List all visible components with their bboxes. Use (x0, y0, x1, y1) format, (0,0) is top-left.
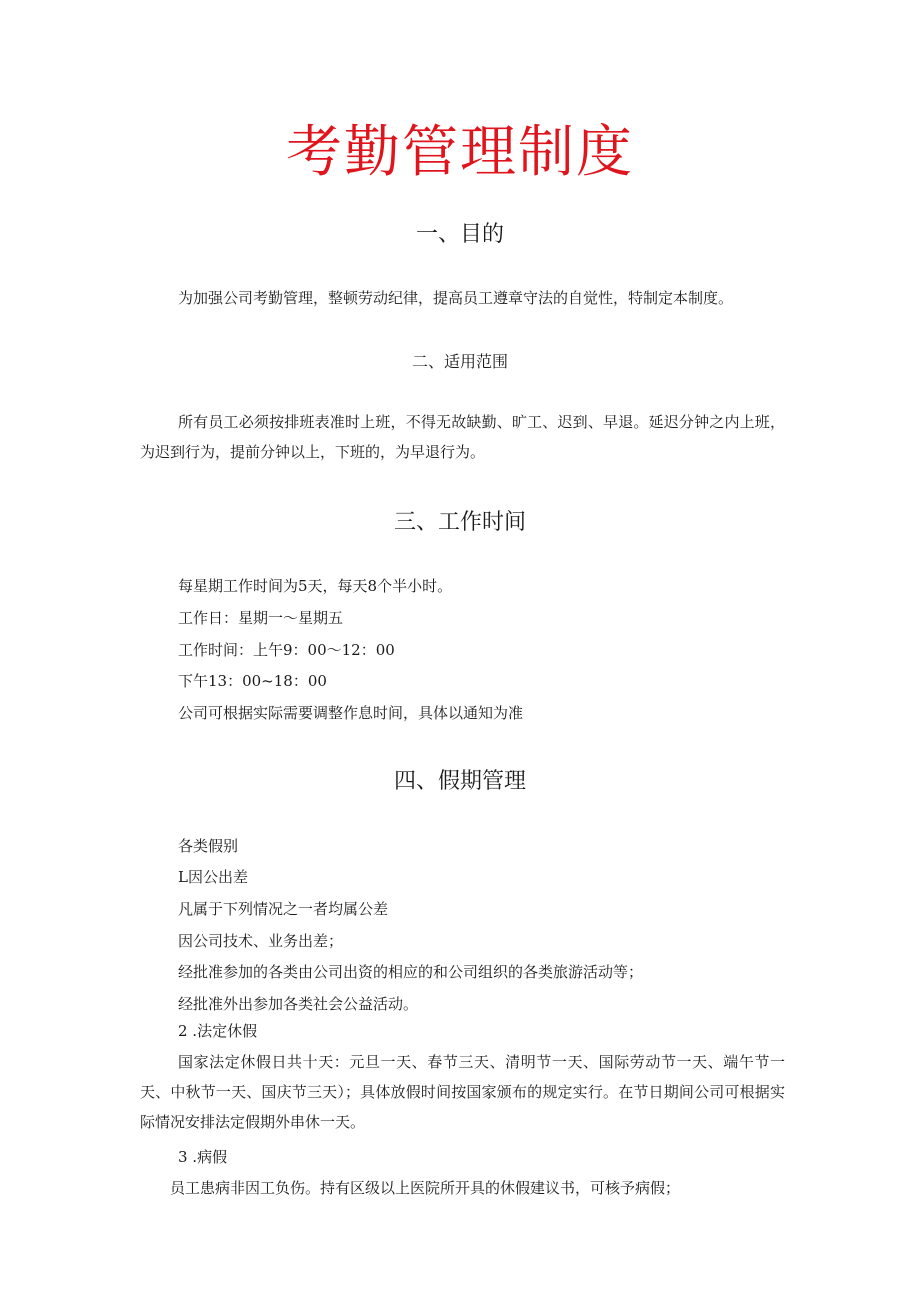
section-heading-purpose: 一、目的 (415, 222, 504, 247)
business-trip-intro: 凡属于下列情况之一者均属公差 (178, 900, 389, 918)
business-trip-item-1: 因公司技术、业务出差； (178, 932, 344, 950)
business-trip-item-3: 经批准外出参加各类社会公益活动。 (178, 995, 419, 1013)
business-trip-heading: L因公出差 (178, 868, 248, 886)
leave-types-line: 各类假别 (178, 837, 239, 855)
afternoon-hours-line: 下午13：00~18：00 (178, 672, 327, 690)
sick-leave-heading: 3 .病假 (178, 1148, 228, 1166)
section-heading-scope: 二、适用范围 (411, 352, 508, 371)
section-heading-work-hours: 三、工作时间 (393, 510, 526, 535)
morning-hours-line: 工作时间：上午9：00～12：00 (178, 641, 395, 659)
statutory-holiday-paragraph: 国家法定休假日共十天：元旦一天、春节三天、清明节一天、国际劳动节一天、端午节一天、中秋节一天、国庆节三天）；具体放假时间按国家颁布的规定实行。在节日期间公司可根据实际情况安排法定假期外串休一天。 (140, 1053, 785, 1131)
schedule-note-line: 公司可根据实际需要调整作息时间，具体以通知为准 (178, 704, 524, 722)
section-heading-leave: 四、假期管理 (393, 769, 526, 794)
work-days-line: 工作日：星期一～星期五 (178, 609, 344, 627)
document-title: 考勤管理制度 (286, 120, 634, 185)
sick-leave-line: 员工患病非因工负伤。持有区级以上医院所开具的休假建议书，可核予病假； (170, 1179, 681, 1197)
business-trip-item-2: 经批准参加的各类由公司出资的相应的和公司组织的各类旅游活动等； (178, 963, 644, 981)
work-hours-line: 每星期工作时间为5天，每天8个半小时。 (178, 577, 453, 595)
purpose-paragraph: 为加强公司考勤管理，整顿劳动纪律，提高员工遵章守法的自觉性，特制定本制度。 (178, 289, 734, 307)
scope-paragraph: 所有员工必须按排班表准时上班，不得无故缺勤、旷工、迟到、早退。延迟分钟之内上班，为迟到行为，提前分钟以上，下班的，为早退行为。 (140, 413, 785, 461)
statutory-holiday-heading: 2 .法定休假 (178, 1022, 258, 1040)
